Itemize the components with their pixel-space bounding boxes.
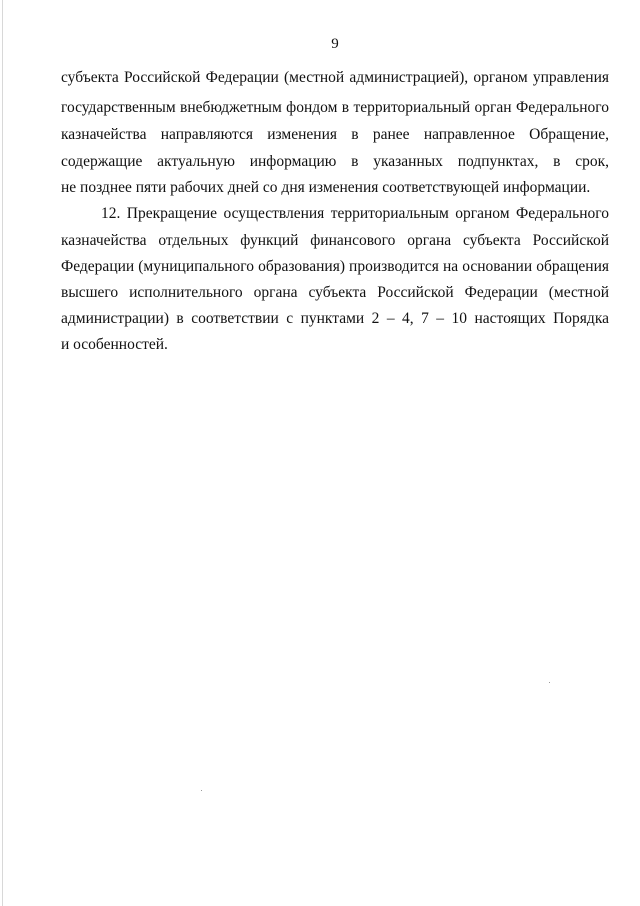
text-line: субъекта Российской Федерации (местной администрацией), органом управления <box>61 69 609 86</box>
text-line: Федерации (муниципального образования) производится на основании обращения <box>61 258 609 275</box>
text-line: 12. Прекращение осуществления территориальным органом Федерального <box>101 205 609 222</box>
text-line: казначейства направляются изменения в ранее направленное Обращение, <box>61 126 609 143</box>
text-line: содержащие актуальную информацию в указанных подпунктах, в срок, <box>61 153 609 170</box>
text-line: администрации) в соответствии с пунктами 2 – 4, 7 – 10 настоящих Порядка <box>61 310 609 327</box>
text-line: не позднее пяти рабочих дней со дня изменения соответствующей информации. <box>61 179 591 196</box>
text-line: высшего исполнительного органа субъекта Российской Федерации (местной <box>61 284 609 301</box>
text-line: государственным внебюджетным фондом в территориальный орган Федерального <box>61 99 609 116</box>
text-line: и особенностей. <box>61 336 168 353</box>
scan-speck <box>549 682 550 683</box>
text-line: казначейства отдельных функций финансового органа субъекта Российской <box>61 232 609 249</box>
scan-speck <box>201 790 202 791</box>
scan-edge <box>2 0 3 906</box>
page-number: 9 <box>331 36 339 52</box>
